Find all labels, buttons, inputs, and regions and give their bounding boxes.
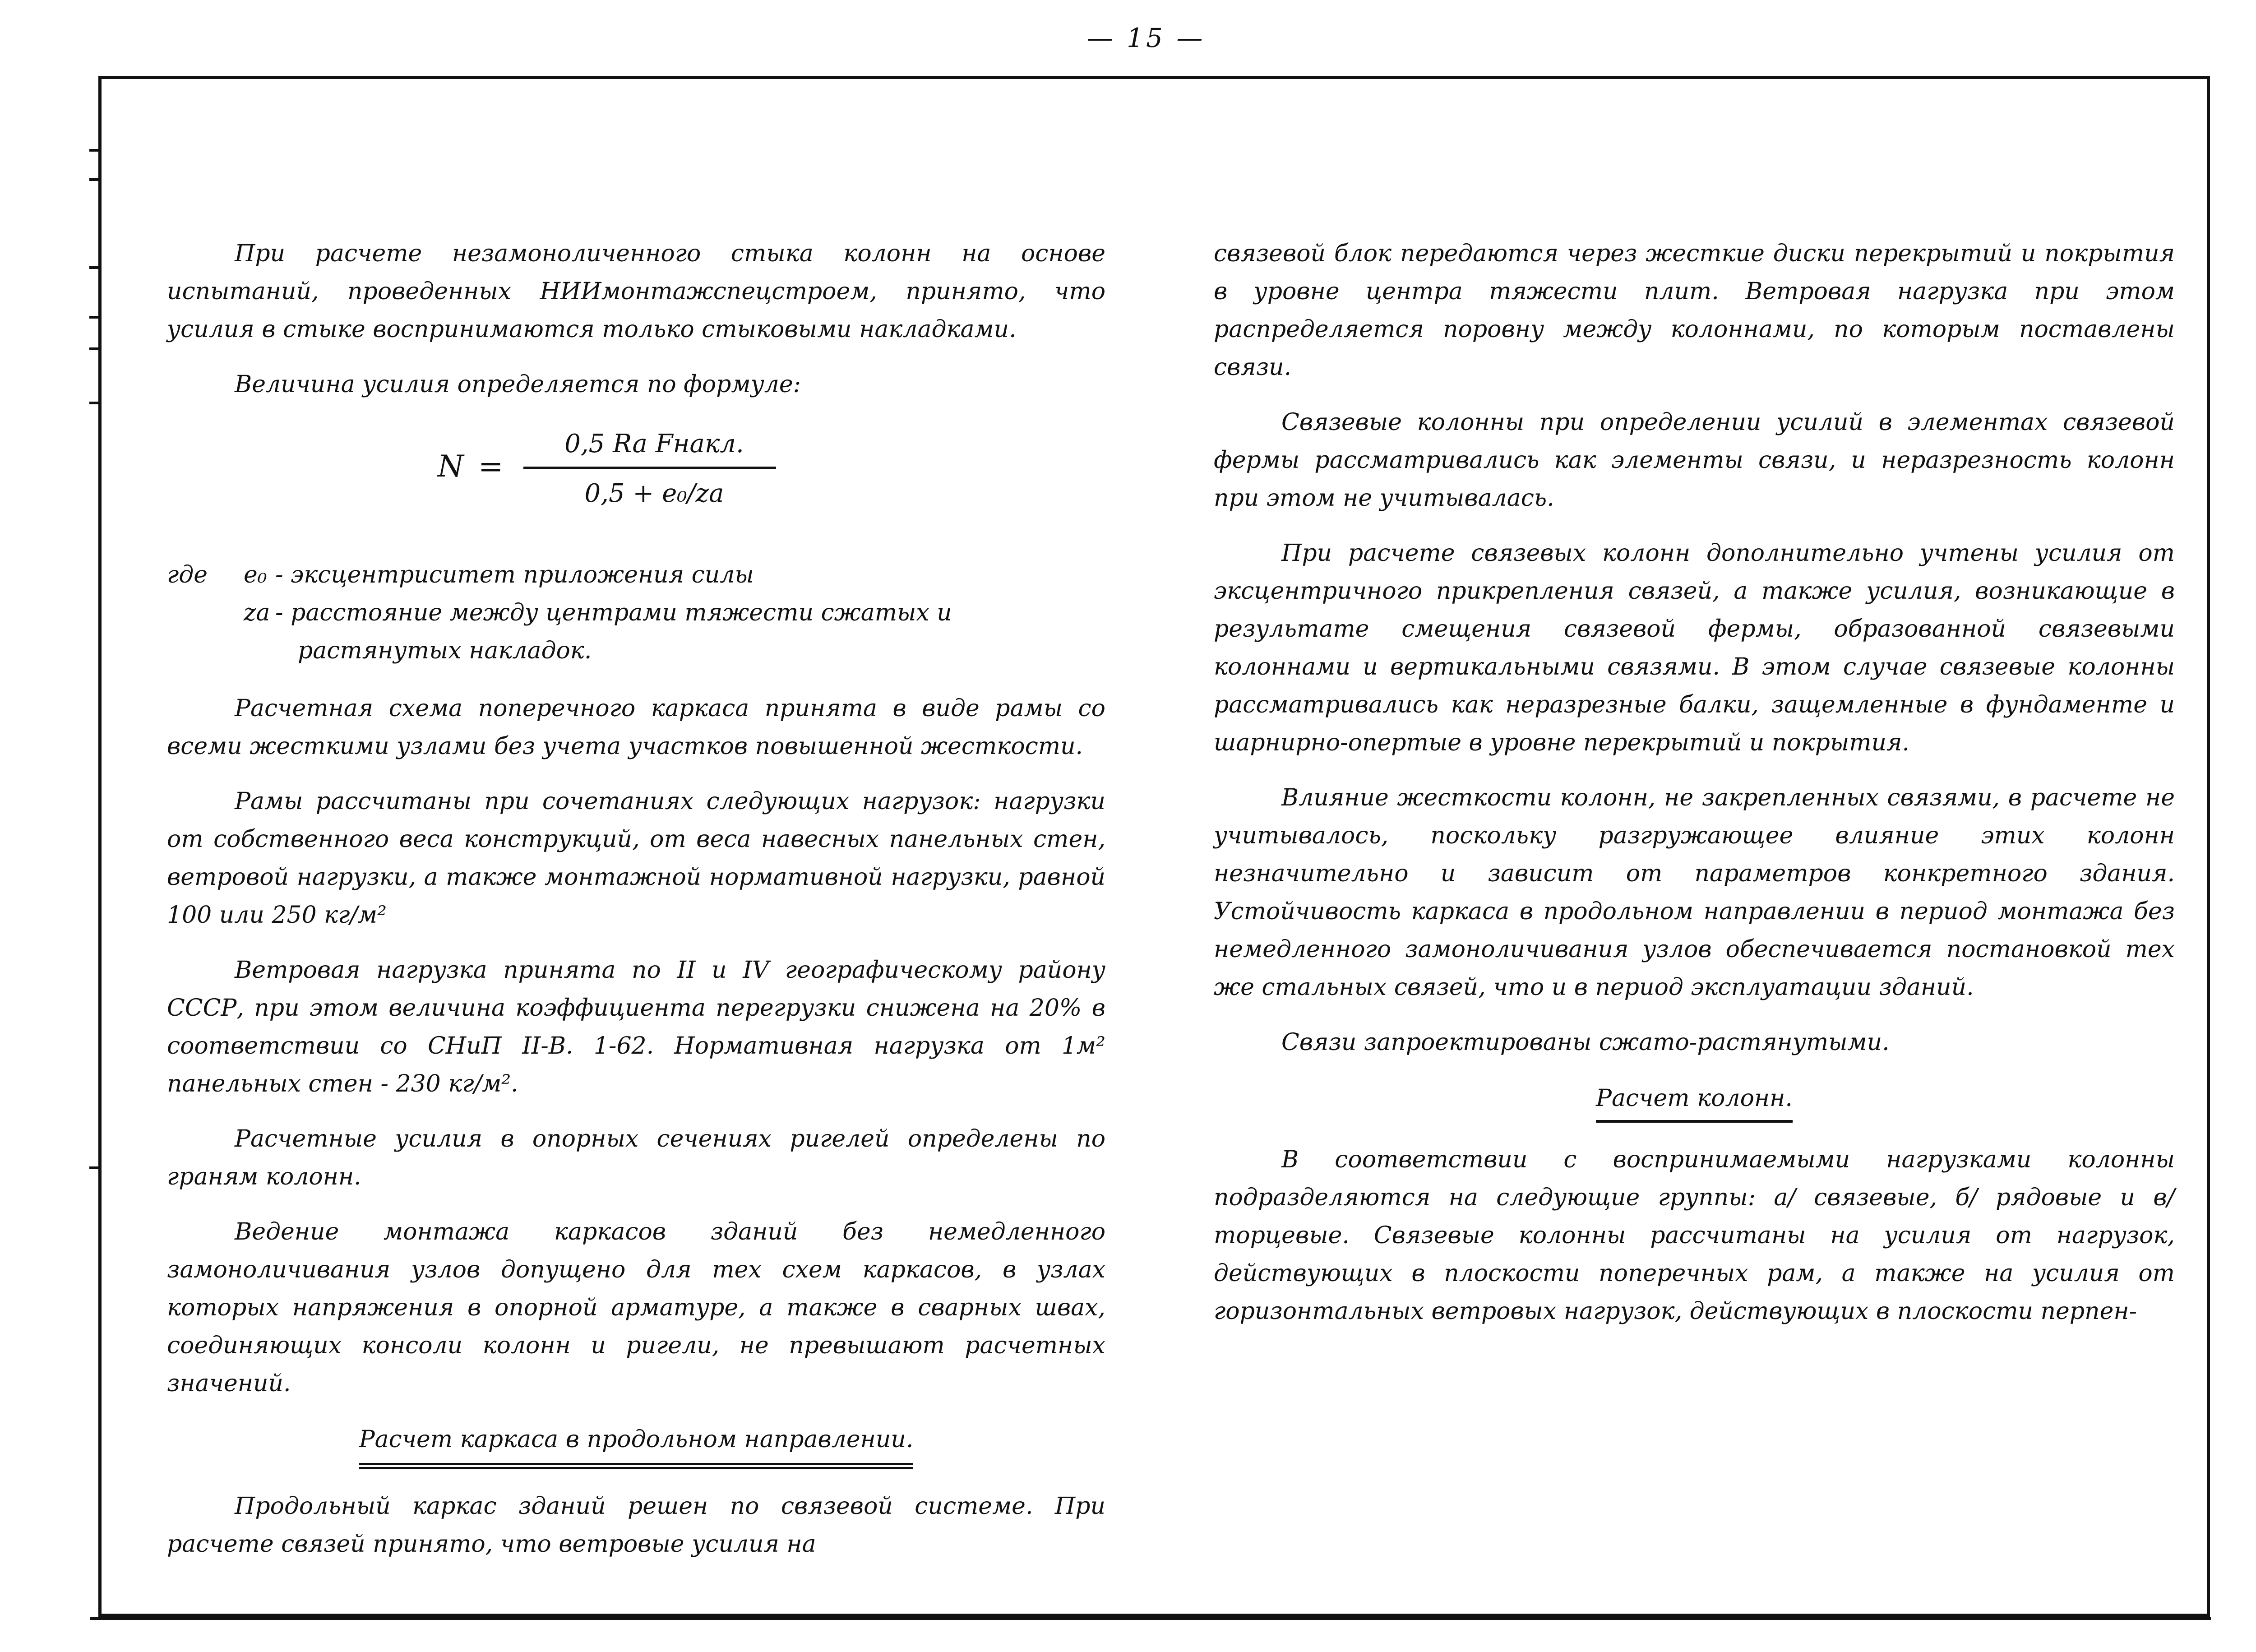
paragraph: Связи запроектированы сжато-растянутыми. [1281, 1029, 1890, 1056]
section-heading-text: Расчет колонн. [1596, 1079, 1793, 1123]
paragraph: связевой блок передаются через жесткие диски перекрытий и покрытия в уровне центра тяжести плит. Ветровая нагрузка при этом распределяется поровну между колоннами, по которым поставлены связи. [1214, 240, 2175, 381]
formula-denominator: 0,5 + e₀/za [584, 479, 724, 508]
formula-numerator: 0,5 Ra Fнакл. [564, 429, 744, 458]
paragraph: Ведение монтажа каркасов зданий без немедленного замоноличивания узлов допущено для тех схем каркасов, в узлах которых напряжения в опорной арматуре, а также в сварных швах, соединяющих консоли колонн и ригели, не превышают расчетных значений. [167, 1218, 1105, 1397]
page-number: — 15 — [1086, 23, 1206, 53]
definition-text: - эксцентриситет приложения силы [275, 561, 754, 588]
paragraph: Величина усилия определяется по формуле: [235, 371, 801, 398]
section-heading [167, 1421, 1105, 1469]
definition-text: - расстояние между центрами тяжести сжатых и [275, 599, 952, 626]
paragraph: Рамы рассчитаны при сочетаниях следующих нагрузок: нагрузки от собственного веса конструкций, от веса навесных панельных стен, ветровой нагрузки, а также монтажной нормативной нагрузки, равной 100 или 250 кг/м² [167, 788, 1105, 929]
formula [167, 421, 1105, 547]
formula-lhs: N [438, 449, 464, 484]
definition-row [167, 594, 1105, 632]
right-column [1214, 235, 2175, 1347]
definition-row [167, 556, 1105, 594]
paragraph: Влияние жесткости колонн, не закрепленных связями, в расчете не учитывалось, поскольку разгружающее влияние этих колонн незначительно и зависит от параметров конкретного здания. Устойчивость каркаса в продольном направлении в период монтажа без немедленного замоноличивания узлов обеспечивается постановкой тех же стальных связей, что и в период эксплуатации зданий. [1214, 784, 2175, 1001]
paragraph: Связевые колонны при определении усилий в элементах связевой фермы рассматривались как элементы связи, и неразрезность колонн при этом не учитывалась. [1214, 409, 2175, 512]
definition-symbol: za [244, 599, 270, 626]
binding-tick [89, 149, 101, 152]
binding-tick [89, 316, 101, 319]
fraction-bar [523, 467, 776, 469]
definition-symbol: e₀ [244, 561, 267, 588]
where-label: где [167, 561, 208, 588]
paragraph: Продольный каркас зданий решен по связевой системе. При расчете связей принято, что ветровые усилия на [167, 1493, 1105, 1558]
binding-tick [89, 1166, 101, 1169]
paragraph: Расчетная схема поперечного каркаса принята в виде рамы со всеми жесткими узлами без учета участков повышенной жесткости. [167, 695, 1105, 760]
definitions [167, 556, 1105, 670]
paragraph: Ветровая нагрузка принята по II и IV географическому району СССР, при этом величина коэффициента перегрузки снижена на 20% в соответствии со СНиП II-В. 1-62. Нормативная нагрузка от 1м² панельных стен - 230 кг/м². [167, 957, 1105, 1097]
section-heading-text: Расчет каркаса в продольном направлении. [359, 1421, 914, 1469]
definition-continuation: растянутых накладок. [298, 637, 592, 664]
binding-tick [89, 178, 101, 181]
left-column [167, 235, 1105, 1580]
paragraph: Расчетные усилия в опорных сечениях ригелей определены по граням колонн. [167, 1125, 1105, 1190]
bottom-rule [90, 1617, 2211, 1620]
binding-tick [89, 347, 101, 350]
paragraph: В соответствии с воспринимаемыми нагрузками колонны подразделяются на следующие группы: а/ связевые, б/ рядовые и в/ торцевые. Связевые колонны рассчитаны на усилия от нагрузок, действующих в плоскости поперечных рам, а также на усилия от горизонтальных ветровых нагрузок, действующих в плоскости перпен- [1214, 1146, 2175, 1325]
paragraph: При расчете связевых колонн дополнительно учтены усилия от эксцентричного прикрепления связей, а также усилия, возникающие в результате смещения связевой фермы, образованной связевыми колоннами и вертикальными связями. В этом случае связевые колонны рассматривались как неразрезные балки, защемленные в фундаменте и шарнирно-опертые в уровне перекрытий и покрытия. [1214, 540, 2175, 756]
paragraph: При расчете незамоноличенного стыка колонн на основе испытаний, проведенных НИИмонтажспецстроем, принято, что усилия в стыке воспринимаются только стыковыми накладками. [167, 240, 1105, 343]
formula-equals: = [478, 449, 504, 484]
section-heading [1214, 1079, 2175, 1123]
binding-tick [89, 402, 101, 404]
binding-tick [89, 266, 101, 269]
